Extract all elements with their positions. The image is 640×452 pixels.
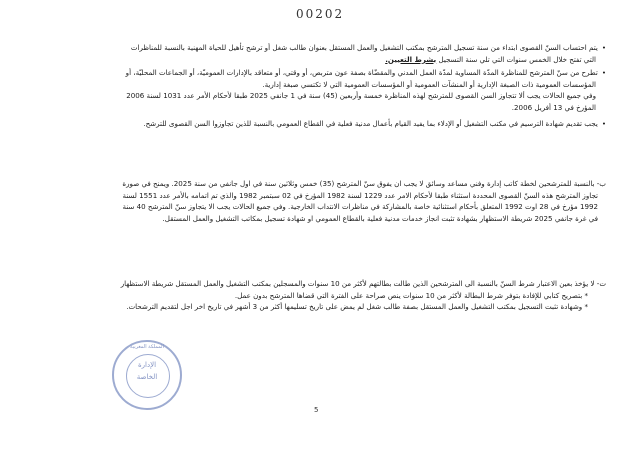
- section-a-line: وفي جميع الحالات يجب ألا تتجاوز السن القصوى للمترشح لهذه المناظرة خمسة وأربعين (45) سنة في 1 جانفي 2025 طبقا لأحكام الأمر عدد 1031 لسنة 2006: [126, 91, 596, 101]
- section-a-line: المؤرخ في 13 أفريل 2006.: [511, 102, 596, 112]
- section-a-line: المؤسسات العمومية ذات الصبغة الإدارية أو المنشآت العمومية أو المؤسسات العمومية التي لا تكتسي صبغة إدارية.: [262, 79, 596, 89]
- stamp-ring-text: المملكة المغربية: [130, 344, 164, 350]
- section-a-line: • يجب تقديم شهادة الترسيم في مكتب التشغيل أو الإدلاء بما يفيد القيام بأعمال مدنية فعلية في القطاع العمومي بالنسبة للذين تجاوزوا السن القصوى للترشح.: [34, 118, 606, 130]
- section-b: [34, 178, 606, 224]
- section-b-line: ب- بالنسبة للمترشحين لخطة كاتب إدارة وفني مساعد وسائق لا يجب ان يفوق سنّ المترشح (35) خمس وثلاثين سنة في اول جانفي من سنة 2025. ويمنح في صورة: [122, 179, 606, 188]
- section-c: [34, 278, 606, 313]
- stamp-text-line2: الخاصة: [136, 373, 158, 381]
- section-a: [34, 42, 606, 129]
- section-b-line: تجاوز المترشح هذه السنّ القصوى المحددة استثناء طبقا لأحكام الامر عدد 1229 لسنة 1982 المؤرخ في 02 سبتمبر 1982 والذي تم اتمامه بالأمر عدد 1551 لسنة: [122, 190, 598, 200]
- stamp-text-line1: الإدارة: [137, 361, 157, 369]
- section-a-line: • يتم احتساب السنّ القصوى ابتداء من سنة تسجيل المترشح بمكتب التشغيل والعمل المستقل بعنوان طالب شغل أو ترشح تأهيل للحياة المهنية بالنسبة للمناظرات: [34, 42, 606, 54]
- section-a-line: • تطرح من سنّ المترشح للمناظرة المدّة المساوية لمدّة العمل المدني والمقضّاة بصفة عون متربص، أو وقتي، أو متعاقد بالإدارات العموميّة، أو الجماعات المحليّة، أو: [34, 67, 606, 79]
- section-c-line: * وشهادة تثبت التسجيل بمكتب التشغيل والعمل المستقل بصفة طالب شغل لم يمض على تاريخ تسليمها أكثر من 3 أشهر في تاريخ اخر اجل لتقديم الترشحات.: [126, 302, 588, 312]
- official-stamp: [112, 340, 182, 410]
- section-c-line: ت- لا يؤخذ بعين الاعتبار شرط السنّ بالنسبة الى المترشحين الذين طالت بطالتهم لأكثر من 10 سنوات والمسجلين بمكتب التشغيل والعمل المستقل شريطة الاستظهار: [120, 279, 606, 288]
- section-b-line: 1992 مؤرخ في 28 اوت 1992 المتعلق بأحكام استثنائية خاصة بالمشاركة في مناظرات الانتداب الخارجية. وفي جميع الحالات يجب الا يتجاوز سنّ المترشح 40 سنة: [122, 202, 598, 212]
- section-a-line: التي تفتح خلال الخمس سنوات التي تلي سنة التسجيل بشرط التعيين.: [385, 54, 596, 64]
- emphasis-condition: بشرط التعيين.: [385, 54, 437, 64]
- section-c-line: * بتصريح كتابي للإفادة بتوفر شرط البطالة لأكثر من 10 سنوات ينص صراحة على الفترة التي قضاها المترشح بدون عمل.: [234, 290, 588, 300]
- section-b-line: في غرة جانفي 2025 شريطة الاستظهار بشهادة تثبت انجاز خدمات مدنية فعلية بالقطاع العمومي او شهادة تسجيل بمكاتب التشغيل والعمل المستقل.: [162, 213, 598, 223]
- document-number: 00202: [296, 7, 345, 21]
- page-number: 5: [314, 406, 319, 414]
